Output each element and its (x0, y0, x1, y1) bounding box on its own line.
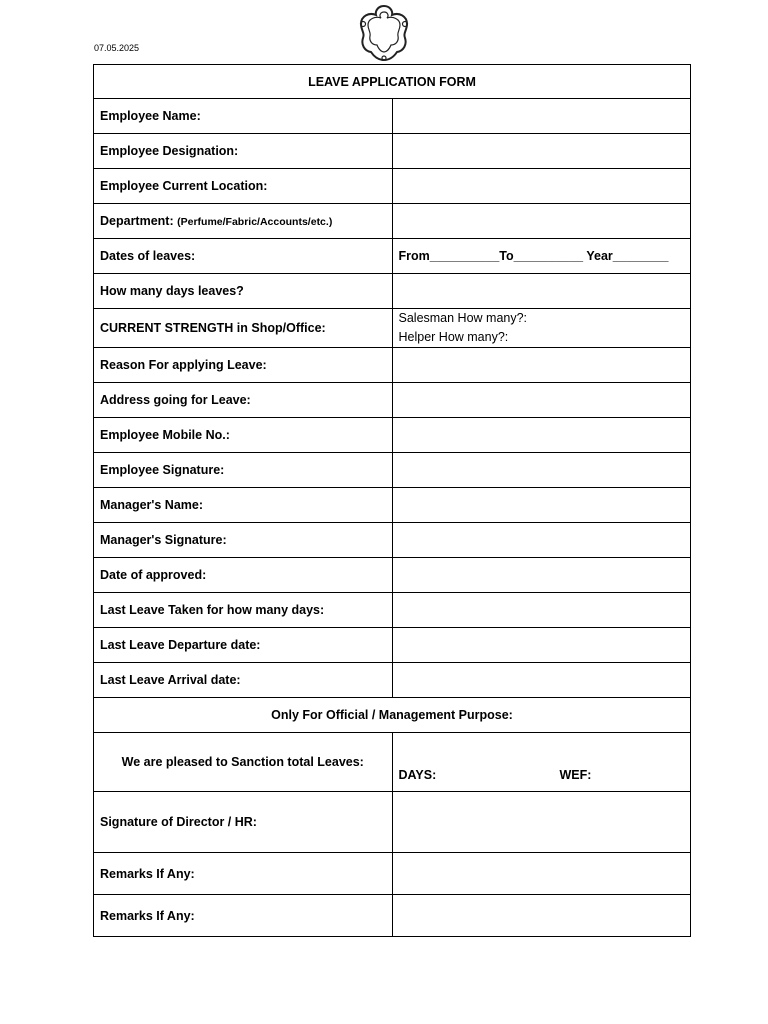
days-leaves-field[interactable] (392, 274, 691, 309)
employee-name-field[interactable] (392, 99, 691, 134)
document-date: 07.05.2025 (94, 43, 140, 53)
official-purpose-heading: Only For Official / Management Purpose: (94, 698, 691, 733)
ornamental-logo-icon (351, 2, 417, 64)
helper-count-label: Helper How many?: (398, 330, 509, 344)
remarks-field-2[interactable] (392, 895, 691, 937)
manager-signature-field[interactable] (392, 523, 691, 558)
address-field[interactable] (392, 383, 691, 418)
last-leave-days-label: Last Leave Taken for how many days: (94, 593, 393, 628)
manager-signature-label: Manager's Signature: (94, 523, 393, 558)
manager-name-label: Manager's Name: (94, 488, 393, 523)
employee-location-label: Employee Current Location: (94, 169, 393, 204)
employee-signature-field[interactable] (392, 453, 691, 488)
employee-name-label: Employee Name: (94, 99, 393, 134)
remarks-label-1: Remarks If Any: (94, 853, 393, 895)
date-approved-field[interactable] (392, 558, 691, 593)
reason-label: Reason For applying Leave: (94, 348, 393, 383)
salesman-count-label: Salesman How many?: (398, 311, 528, 325)
department-label (94, 204, 393, 239)
mobile-field[interactable] (392, 418, 691, 453)
director-signature-label: Signature of Director / HR: (94, 792, 393, 853)
dates-of-leaves-field[interactable]: From__________To__________ Year________ (392, 239, 691, 274)
wef-label: WEF: (559, 768, 592, 782)
department-hint: (Perfume/Fabric/Accounts/etc.) (177, 216, 333, 228)
department-label-text: Department: (100, 214, 174, 228)
last-arrival-label: Last Leave Arrival date: (94, 663, 393, 698)
employee-location-field[interactable] (392, 169, 691, 204)
department-field[interactable] (392, 204, 691, 239)
last-departure-field[interactable] (392, 628, 691, 663)
address-label: Address going for Leave: (94, 383, 393, 418)
employee-designation-field[interactable] (392, 134, 691, 169)
leave-application-form (93, 64, 691, 937)
director-signature-field[interactable] (392, 792, 691, 853)
last-leave-days-field[interactable] (392, 593, 691, 628)
remarks-field-1[interactable] (392, 853, 691, 895)
last-arrival-field[interactable] (392, 663, 691, 698)
form-title: LEAVE APPLICATION FORM (94, 65, 691, 99)
manager-name-field[interactable] (392, 488, 691, 523)
current-strength-field[interactable] (392, 309, 691, 348)
employee-designation-label: Employee Designation: (94, 134, 393, 169)
sanction-label: We are pleased to Sanction total Leaves: (94, 733, 393, 792)
days-label: DAYS: (398, 768, 437, 782)
current-strength-label: CURRENT STRENGTH in Shop/Office: (94, 309, 393, 348)
employee-signature-label: Employee Signature: (94, 453, 393, 488)
date-approved-label: Date of approved: (94, 558, 393, 593)
days-leaves-label: How many days leaves? (94, 274, 393, 309)
last-departure-label: Last Leave Departure date: (94, 628, 393, 663)
dates-of-leaves-label: Dates of leaves: (94, 239, 393, 274)
sanction-field[interactable] (392, 733, 691, 792)
remarks-label-2: Remarks If Any: (94, 895, 393, 937)
mobile-label: Employee Mobile No.: (94, 418, 393, 453)
reason-field[interactable] (392, 348, 691, 383)
